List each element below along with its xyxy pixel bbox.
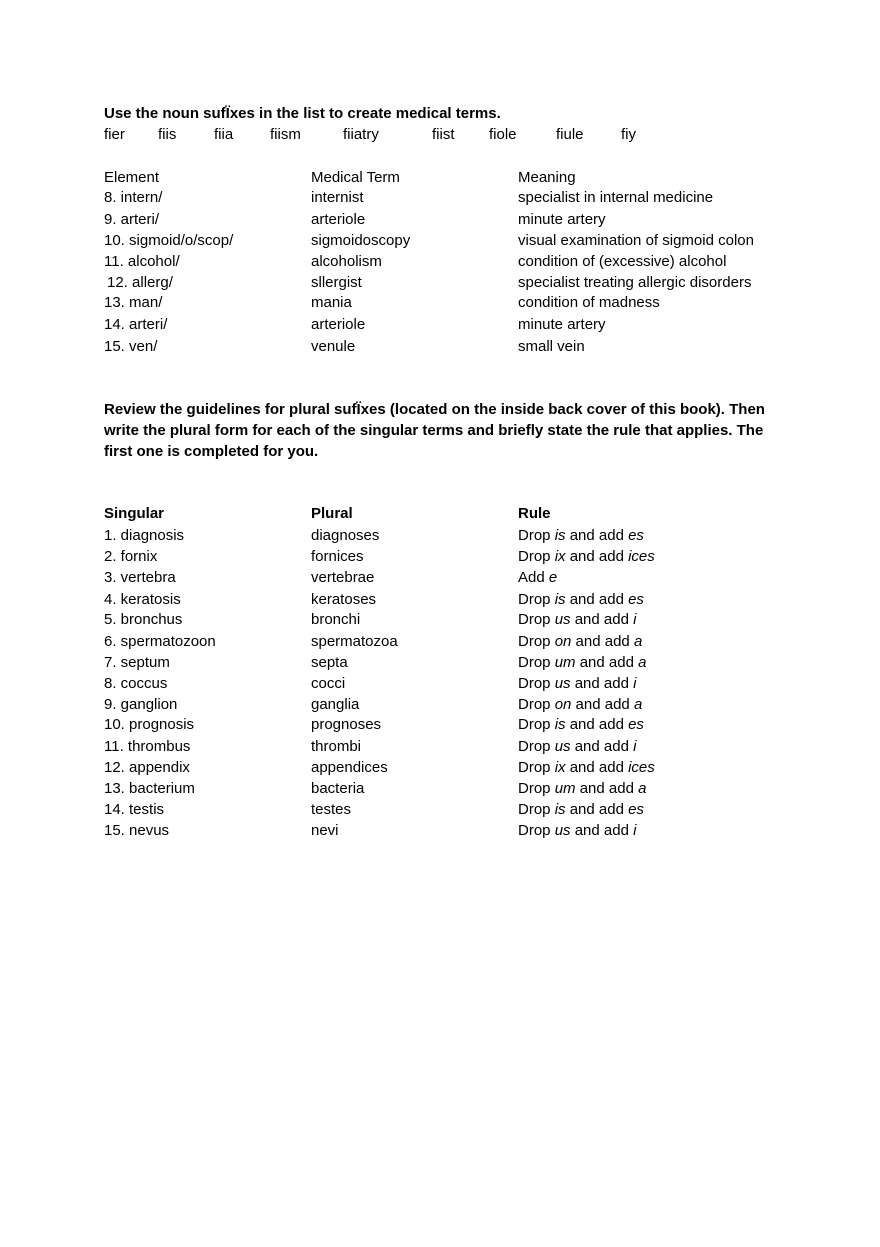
singular-term: 4. keratosis: [104, 591, 181, 608]
term-meaning: specialist in internal medicine: [518, 189, 714, 206]
suffix-item: ﬁiatry: [343, 126, 379, 143]
singular-term: 9. ganglion: [104, 696, 178, 713]
plural-rule: Drop us and add i: [518, 738, 637, 755]
plural-term: vertebrae: [311, 569, 375, 586]
suffix-item: ﬁole: [489, 126, 517, 143]
plural-term: bacteria: [311, 780, 365, 797]
term-meaning: condition of madness: [518, 294, 660, 311]
singular-term: 12. appendix: [104, 759, 190, 776]
singular-term: 2. fornix: [104, 548, 158, 565]
suffix-item: ﬁism: [270, 126, 301, 143]
term-element: 14. arteri/: [104, 316, 168, 333]
suffix-item: ﬁy: [621, 126, 636, 143]
plural-term: appendices: [311, 759, 388, 776]
header-meaning: Meaning: [518, 169, 576, 186]
plural-term: nevi: [311, 822, 339, 839]
plural-rule: Add e: [518, 569, 558, 586]
singular-term: 6. spermatozoon: [104, 633, 216, 650]
term-element: 13. man/: [104, 294, 163, 311]
singular-term: 11. thrombus: [104, 738, 191, 755]
term-element: 12. allerg/: [107, 274, 173, 291]
suffix-item: ﬁis: [158, 126, 177, 143]
term-meaning: visual examination of sigmoid colon: [518, 232, 754, 249]
term-meaning: small vein: [518, 338, 585, 355]
term-meaning: condition of (excessive) alcohol: [518, 253, 727, 270]
term-meaning: minute artery: [518, 316, 606, 333]
term-medical-term: alcoholism: [311, 253, 382, 270]
plural-rule: Drop ix and add ices: [518, 548, 655, 565]
plural-term: cocci: [311, 675, 346, 692]
term-medical-term: sllergist: [311, 274, 362, 291]
singular-term: 5. bronchus: [104, 611, 183, 628]
singular-term: 1. diagnosis: [104, 527, 185, 544]
plural-term: spermatozoa: [311, 633, 398, 650]
singular-term: 8. coccus: [104, 675, 168, 692]
singular-term: 14. testis: [104, 801, 165, 818]
header-singular: Singular: [104, 505, 165, 522]
plural-rule: Drop is and add es: [518, 716, 644, 733]
term-element: 11. alcohol/: [104, 253, 180, 270]
plural-rule: Drop us and add i: [518, 822, 637, 839]
plural-term: thrombi: [311, 738, 362, 755]
term-medical-term: internist: [311, 189, 364, 206]
term-meaning: minute artery: [518, 211, 606, 228]
plural-rule: Drop on and add a: [518, 633, 643, 650]
header-plural: Plural: [311, 505, 353, 522]
singular-term: 7. septum: [104, 654, 170, 671]
term-element: 10. sigmoid/o/scop/: [104, 232, 234, 249]
term-element: 9. arteri/: [104, 211, 160, 228]
term-medical-term: venule: [311, 338, 356, 355]
term-medical-term: arteriole: [311, 316, 366, 333]
plural-rule: Drop us and add i: [518, 611, 637, 628]
term-medical-term: mania: [311, 294, 352, 311]
plural-rule: Drop is and add es: [518, 527, 644, 544]
plural-term: ganglia: [311, 696, 360, 713]
plural-term: testes: [311, 801, 352, 818]
term-medical-term: sigmoidoscopy: [311, 232, 411, 249]
plural-rule: Drop ix and add ices: [518, 759, 655, 776]
suffix-item: ﬁia: [214, 126, 234, 143]
term-medical-term: arteriole: [311, 211, 366, 228]
header-element: Element: [104, 169, 160, 186]
plural-term: prognoses: [311, 716, 382, 733]
plural-rule: Drop um and add a: [518, 654, 647, 671]
plural-rule: Drop is and add es: [518, 801, 644, 818]
plural-rule: Drop on and add a: [518, 696, 643, 713]
singular-term: 15. nevus: [104, 822, 170, 839]
term-element: 15. ven/: [104, 338, 158, 355]
singular-term: 10. prognosis: [104, 716, 195, 733]
header-rule: Rule: [518, 505, 551, 522]
term-meaning: specialist treating allergic disorders: [518, 274, 752, 291]
plural-rule: Drop is and add es: [518, 591, 644, 608]
suffix-item: ﬁule: [556, 126, 584, 143]
plural-rule: Drop us and add i: [518, 675, 637, 692]
section2-instruction: Review the guidelines for plural sufÏxes (located on the inside back cover of this book). Then write the plural form for each of the singular terms and briefly state the rule that applies. The first one is completed for you.: [104, 401, 765, 460]
plural-rule: Drop um and add a: [518, 780, 647, 797]
plural-term: diagnoses: [311, 527, 380, 544]
plural-term: bronchi: [311, 611, 361, 628]
singular-term: 13. bacterium: [104, 780, 195, 797]
section1-instruction: Use the noun sufÏxes in the list to create medical terms.: [104, 105, 501, 122]
header-medical-term: Medical Term: [311, 169, 400, 186]
singular-term: 3. vertebra: [104, 569, 176, 586]
term-element: 8. intern/: [104, 189, 163, 206]
plural-term: fornices: [311, 548, 364, 565]
plural-term: septa: [311, 654, 348, 671]
suffix-item: ﬁist: [432, 126, 455, 143]
plural-term: keratoses: [311, 591, 377, 608]
suffix-item: ﬁer: [104, 126, 125, 143]
